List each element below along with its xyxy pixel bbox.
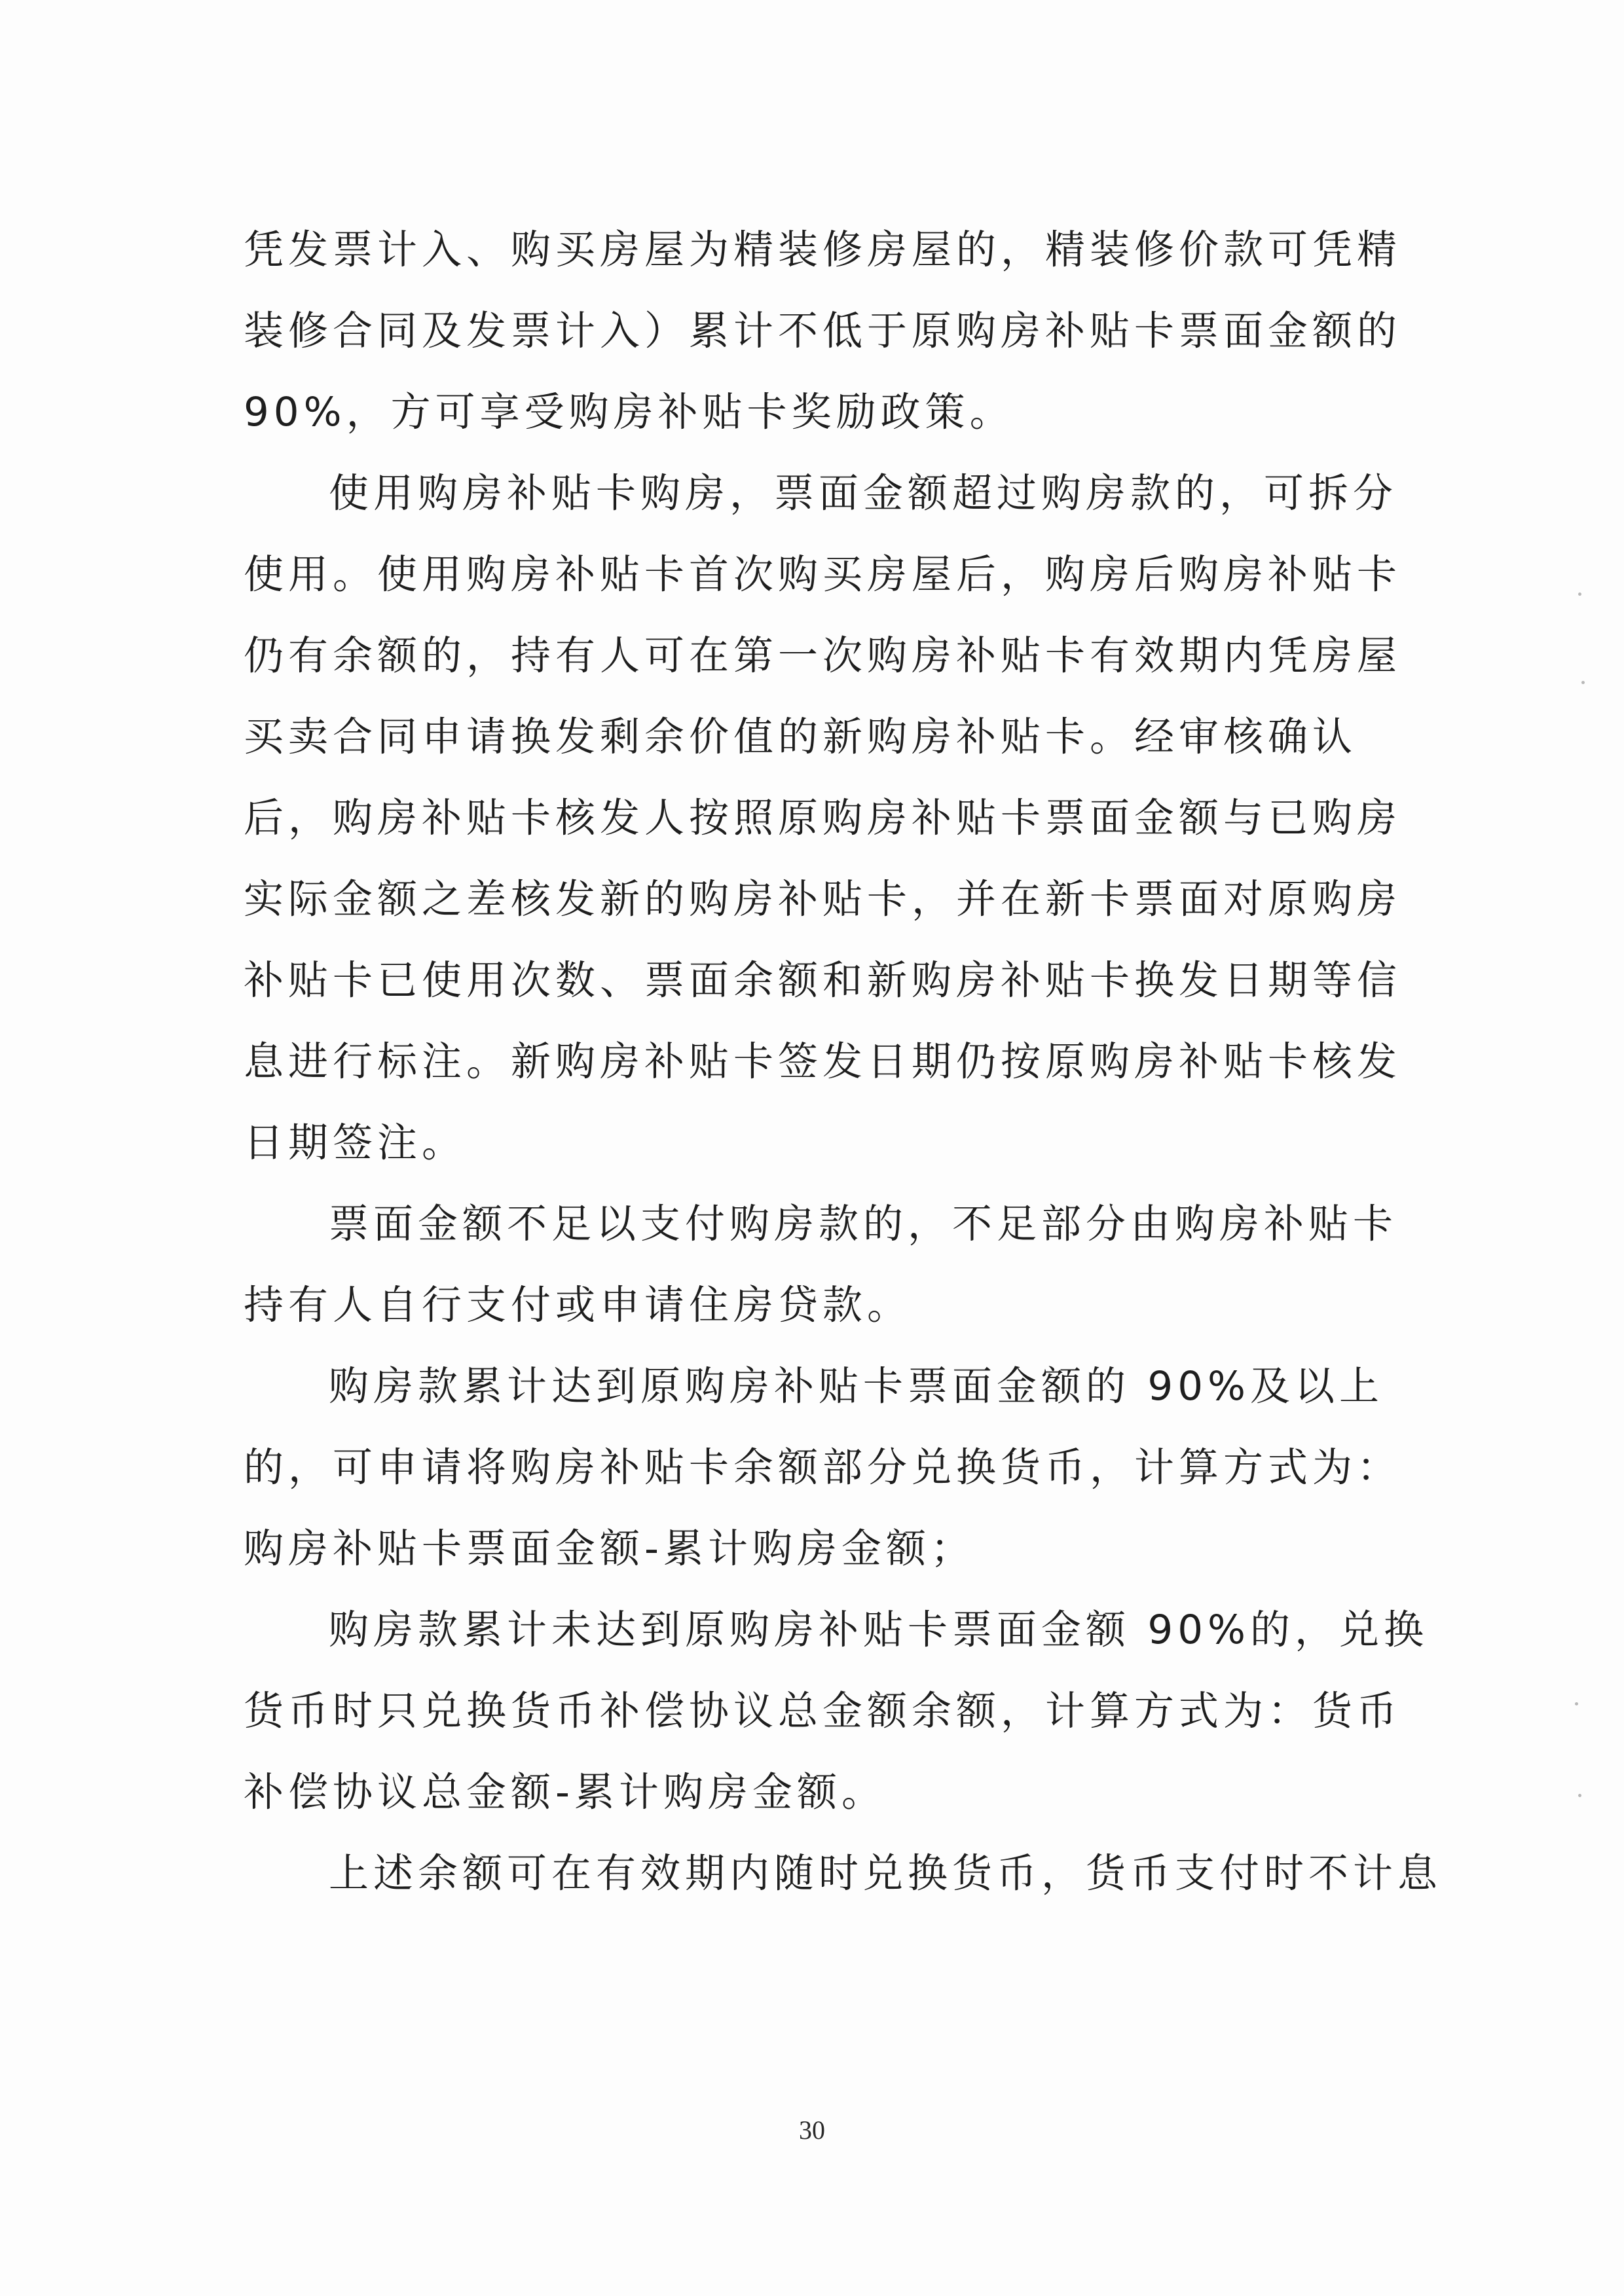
scan-speck [1575,1702,1578,1705]
body-text [244,210,1443,1914]
text-line: 装修合同及发票计入）累计不低于原购房补贴卡票面金额的 [244,308,1402,354]
text-line: 仍有余额的，持有人可在第一次购房补贴卡有效期内凭房屋 [244,632,1402,679]
text-line: 买卖合同申请换发剩余价值的新购房补贴卡。经审核确认 [244,714,1357,760]
text-line: 持有人自行支付或申请住房贷款。 [244,1282,912,1328]
text-line: 息进行标注。新购房补贴卡签发日期仍按原购房补贴卡核发 [244,1038,1402,1085]
text-line: 使用。使用购房补贴卡首次购买房屋后，购房后购房补贴卡 [244,551,1402,598]
scan-speck [1578,592,1581,596]
paragraph-2 [244,453,1402,1184]
text-line: 货币时只兑换货币补偿协议总金额余额，计算方式为：货币 [244,1688,1402,1734]
text-line: 后，购房补贴卡核发人按照原购房补贴卡票面金额与已购房 [244,795,1402,841]
paragraph-6 [244,1833,1443,1914]
scan-speck [1581,681,1585,684]
text-line: 补偿协议总金额-累计购房金额。 [244,1769,887,1815]
paragraph-1 [244,210,1402,453]
text-line: 上述余额可在有效期内随时兑换货币，货币支付时不计息 [329,1850,1443,1897]
text-line: 购房补贴卡票面金额-累计购房金额； [244,1525,976,1572]
text-line: 实际金额之差核发新的购房补贴卡，并在新卡票面对原购房 [244,876,1402,922]
scan-speck [1578,1794,1581,1797]
paragraph-5 [244,1590,1428,1833]
text-line: 使用购房补贴卡购房，票面金额超过购房款的，可拆分 [329,470,1398,517]
text-line: 票面金额不足以支付购房款的，不足部分由购房补贴卡 [329,1201,1398,1247]
text-line: 的，可申请将购房补贴卡余额部分兑换货币，计算方式为： [244,1444,1402,1491]
text-line: 补贴卡已使用次数、票面余额和新购房补贴卡换发日期等信 [244,957,1402,1004]
text-line: 购房款累计未达到原购房补贴卡票面金额 90%的，兑换 [329,1607,1428,1653]
text-line: 购房款累计达到原购房补贴卡票面金额的 90%及以上 [329,1363,1384,1410]
text-line: 日期签注。 [244,1120,467,1166]
paragraph-3 [244,1184,1398,1346]
text-line: 凭发票计入、购买房屋为精装修房屋的，精装修价款可凭精 [244,227,1402,273]
text-line: 90%，方可享受购房补贴卡奖励政策。 [244,389,1014,435]
paragraph-4 [244,1346,1402,1590]
page-number: 30 [799,2115,825,2145]
